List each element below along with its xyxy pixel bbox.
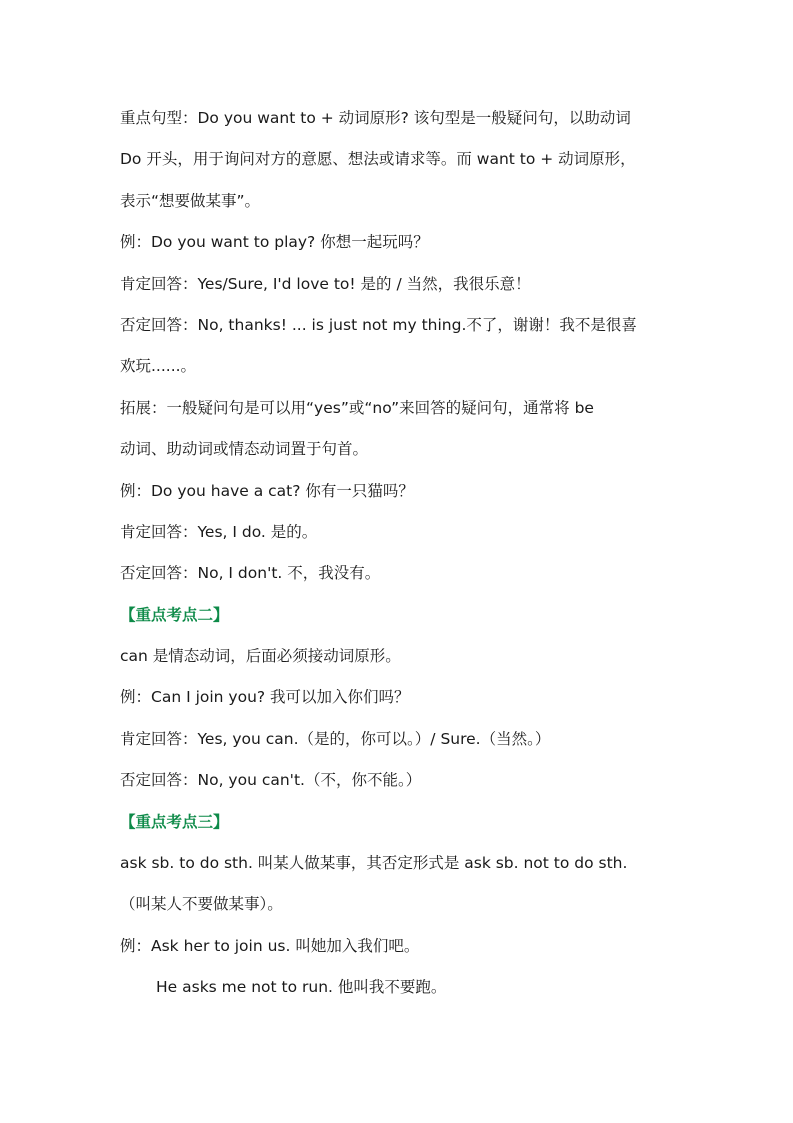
example-line: 例：Can I join you? 我可以加入你们吗？ — [120, 688, 410, 707]
document-body — [120, 104, 680, 1015]
text-line: 重点句型：Do you want to + 动词原形? 该句型是一般疑问句，以助动词 — [120, 109, 631, 127]
text-line: Do 开头，用于询问对方的意愿、想法或请求等。而 want to + 动词原形， — [120, 150, 636, 169]
text-line: 动词、助动词或情态动词置于句首。 — [120, 440, 369, 459]
example-line: He asks me not to run. 他叫我不要跑。 — [156, 978, 447, 997]
affirmative-answer-line: 肯定回答：Yes, you can.（是的，你可以。）/ Sure.（当然。） — [120, 729, 551, 748]
affirmative-answer-line: 肯定回答：Yes/Sure, I'd love to! 是的 / 当然，我很乐意！ — [120, 274, 531, 293]
text-line: ask sb. to do sth. 叫某人做某事，其否定形式是 ask sb. not to do sth. — [120, 854, 628, 873]
negative-answer-line: 否定回答：No, thanks! ... is just not my thing.不了，谢谢！我不是很喜 — [120, 315, 637, 334]
section-heading: 【重点考点二】 — [120, 605, 229, 624]
text-line: 欢玩......。 — [120, 357, 197, 376]
example-line: 例：Do you have a cat? 你有一只猫吗？ — [120, 481, 414, 500]
affirmative-answer-line: 肯定回答：Yes, I do. 是的。 — [120, 522, 318, 541]
text-line: 表示“想要做某事”。 — [120, 191, 261, 210]
section-heading: 【重点考点三】 — [120, 812, 229, 831]
extension-line: 拓展：一般疑问句是可以用“yes”或“no”来回答的疑问句，通常将 be — [120, 398, 594, 417]
example-line: 例：Do you want to play? 你想一起玩吗？ — [120, 233, 429, 252]
negative-answer-line: 否定回答：No, I don't. 不，我没有。 — [120, 564, 381, 583]
example-line: 例：Ask her to join us. 叫她加入我们吧。 — [120, 936, 420, 955]
text-line: can 是情态动词，后面必须接动词原形。 — [120, 647, 401, 666]
negative-answer-line: 否定回答：No, you can't.（不，你不能。） — [120, 771, 422, 790]
text-line: （叫某人不要做某事）。 — [120, 895, 283, 914]
